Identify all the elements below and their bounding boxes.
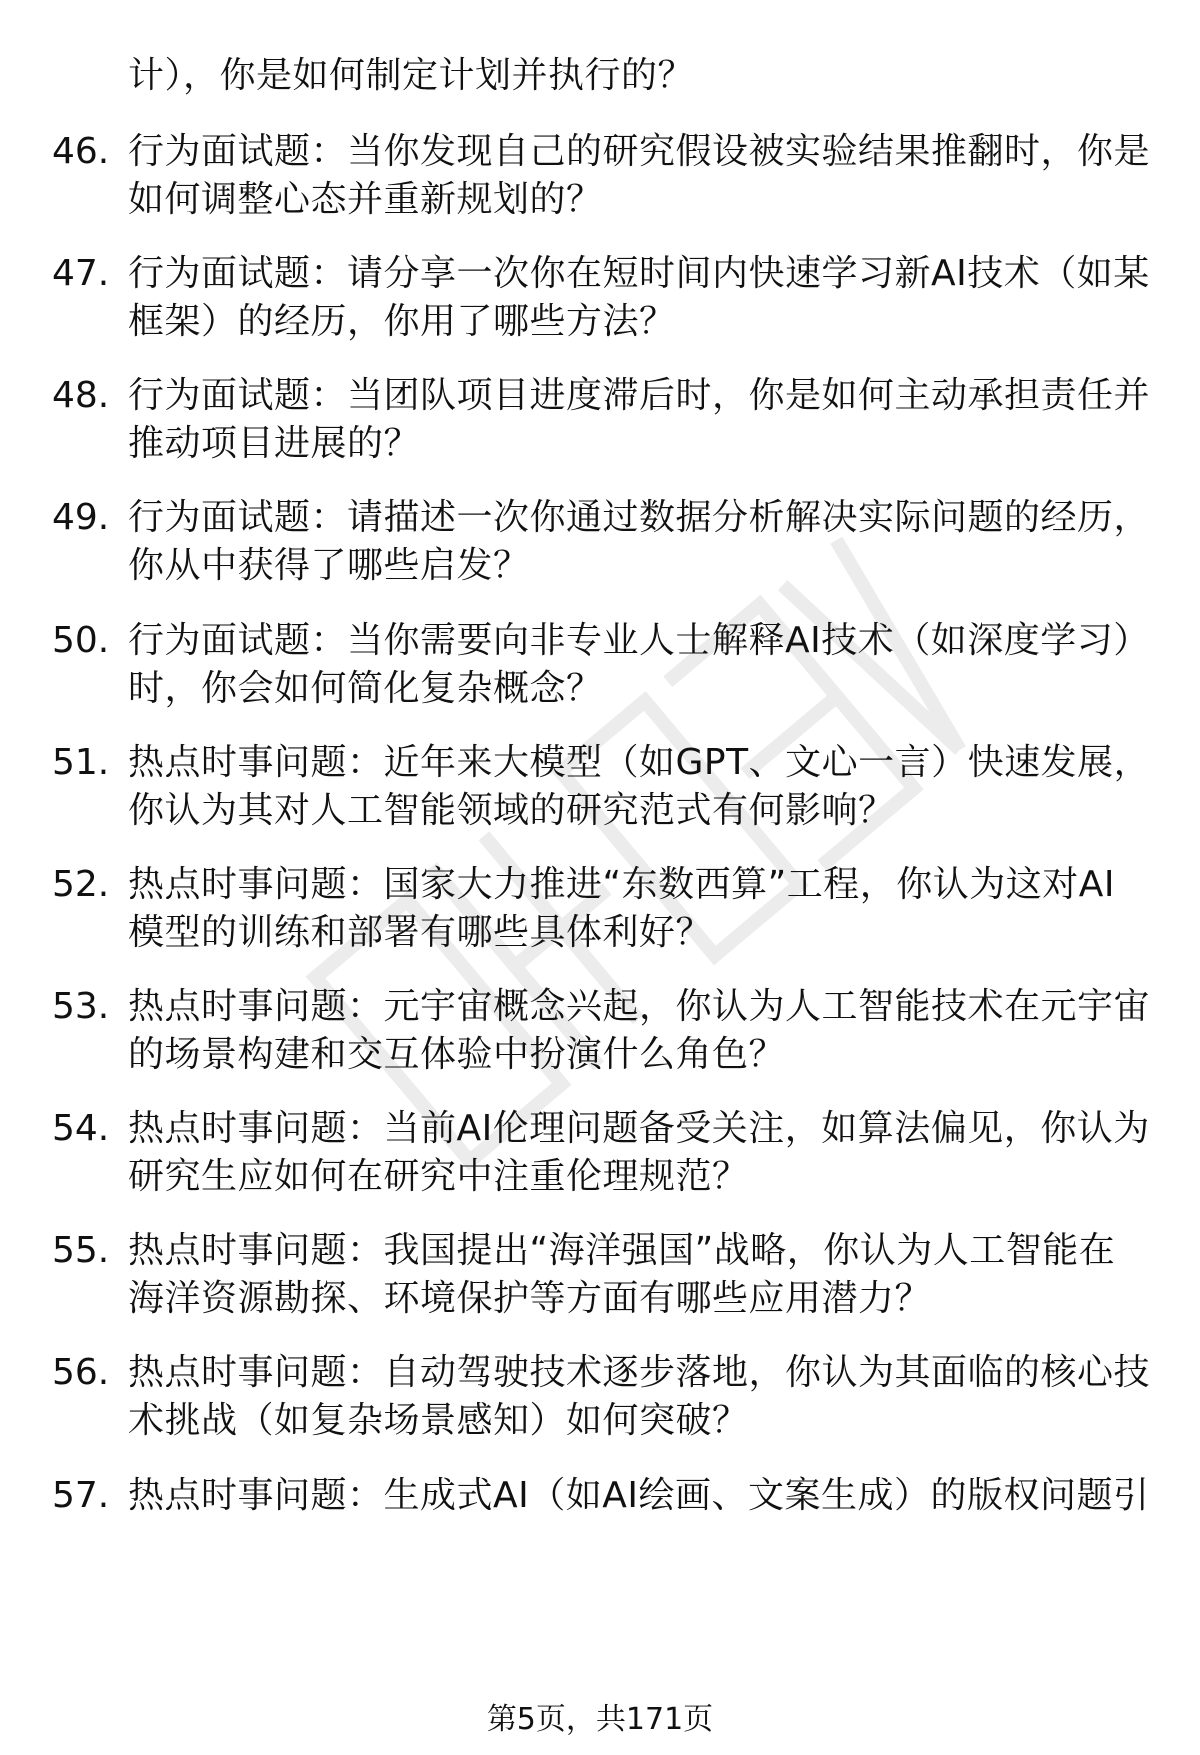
question-number: 46.: [52, 131, 110, 172]
question-text-line: 如何调整心态并重新规划的？: [128, 179, 603, 220]
question-text-line: 的场景构建和交互体验中扮演什么角色？: [128, 1034, 786, 1075]
question-text-line: 热点时事问题：生成式AI（如AI绘画、文案生成）的版权问题引: [128, 1475, 1150, 1516]
question-text-line: 模型的训练和部署有哪些具体利好？: [128, 912, 713, 953]
question-number: 56.: [52, 1352, 110, 1393]
question-number: 47.: [52, 253, 110, 294]
question-text-line: 行为面试题：当你需要向非专业人士解释AI技术（如深度学习）: [128, 620, 1150, 661]
question-text-line: 热点时事问题：近年来大模型（如GPT、文心一言）快速发展，: [128, 742, 1151, 783]
question-text-line: 框架）的经历，你用了哪些方法？: [128, 301, 676, 342]
question-text-line: 热点时事问题：国家大力推进“东数西算”工程，你认为这对AI: [128, 864, 1116, 905]
question-number: 53.: [52, 986, 110, 1027]
question-text-line: 热点时事问题：自动驾驶技术逐步落地，你认为其面临的核心技: [128, 1352, 1151, 1393]
question-number: 51.: [52, 742, 110, 783]
question-text-line: 热点时事问题：当前AI伦理问题备受关注，如算法偏见，你认为: [128, 1108, 1150, 1149]
question-text-line: 行为面试题：请分享一次你在短时间内快速学习新AI技术（如某: [128, 253, 1150, 294]
question-text-line: 行为面试题：当你发现自己的研究假设被实验结果推翻时，你是: [128, 131, 1151, 172]
question-number: 48.: [52, 375, 110, 416]
page-number-footer: 第5页，共171页: [486, 1702, 714, 1737]
question-number: 50.: [52, 620, 110, 661]
question-text-line: 行为面试题：当团队项目进度滞后时，你是如何主动承担责任并: [128, 375, 1151, 416]
question-text-line: 海洋资源勘探、环境保护等方面有哪些应用潜力？: [128, 1278, 932, 1319]
question-text-line: 热点时事问题：我国提出“海洋强国”战略，你认为人工智能在: [128, 1230, 1116, 1271]
question-text-line: 研究生应如何在研究中注重伦理规范？: [128, 1156, 749, 1197]
question-text-line: 术挑战（如复杂场景感知）如何突破？: [128, 1400, 749, 1441]
question-text-line: 推动项目进展的？: [128, 423, 421, 464]
question-text-line: 计），你是如何制定计划并执行的？: [128, 55, 695, 96]
question-number: 49.: [52, 497, 110, 538]
question-text-line: 时，你会如何简化复杂概念？: [128, 668, 603, 709]
question-text-line: 你从中获得了哪些启发？: [128, 545, 530, 586]
question-number: 54.: [52, 1108, 110, 1149]
question-text-line: 行为面试题：请描述一次你通过数据分析解决实际问题的经历，: [128, 497, 1151, 538]
question-number: 57.: [52, 1475, 110, 1516]
question-text-line: 你认为其对人工智能领域的研究范式有何影响？: [128, 790, 895, 831]
question-number: 55.: [52, 1230, 110, 1271]
question-text-line: 热点时事问题：元宇宙概念兴起，你认为人工智能技术在元宇宙: [128, 986, 1151, 1027]
question-number: 52.: [52, 864, 110, 905]
